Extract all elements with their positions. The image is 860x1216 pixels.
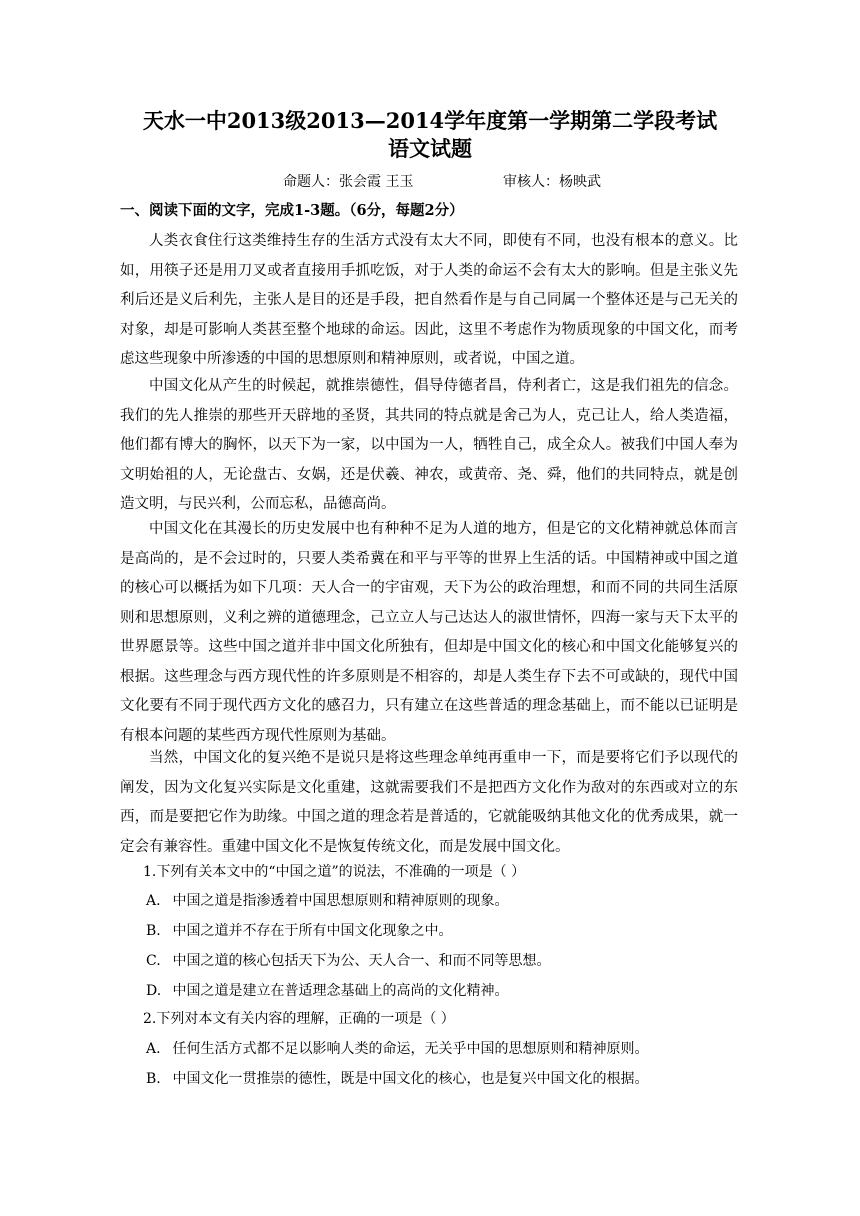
option-text: 中国之道的核心包括天下为公、天人合一、和而不同等思想。 [172,953,551,969]
option-letter: B. [146,923,161,939]
option-letter: A. [146,1041,161,1057]
option-text: 中国之道是建立在普适理念基础上的高尚的文化精神。 [172,983,509,999]
question-1-option-c [146,950,550,972]
reading-paragraph: 中国文化在其漫长的历史发展中也有种种不足为人道的地方，但是它的文化精神就总体而言是高尚的，是不会过时的，只要人类希冀在和平与平等的世界上生活的话。中国精神或中国之道的核心可以概括为如下几项：天人合一的宇宙观，天下为公的政治理想，和而不同的共同生活原则和思想原则，义利之辨的道德理念，己立立人与己达达人的淑世情怀，四海一家与天下太平的世界愿景等。这些中国之道并非中国文化所独有，但却是中国文化的核心和中国文化能够复兴的根据。这些理念与西方现代性的许多原则是不相容的，却是人类生存下去不可或缺的，现代中国文化要有不同于现代西方文化的感召力，只有建立在这些普适的理念基础上，而不能以已证明是有根本问题的某些西方现代性原则为基础。 [120,521,738,744]
option-text: 中国之道是指渗透着中国思想原则和精神原则的现象。 [172,893,509,909]
option-letter: A. [146,893,161,909]
reading-paragraph: 人类衣食住行这类维持生存的生活方式没有太大不同，即使有不同，也没有根本的意义。比如，用筷子还是用刀叉或者直接用手抓吃饭，对于人类的命运不会有太大的影响。但是主张义先利后还是义后利先，主张人是目的还是手段，把自然看作是与自己同属一个整体还是与己无关的对象，却是可影响人类甚至整个地球的命运。因此，这里不考虑作为物质现象的中国文化，而考虑这些现象中所渗透的中国的思想原则和精神原则，或者说，中国之道。 [120,233,738,367]
option-text: 任何生活方式都不足以影响人类的命运，无关乎中国的思想原则和精神原则。 [172,1041,649,1057]
exam-title: 天水一中2013级2013—2014学年度第一学期第二学段考试 [142,108,718,133]
reading-paragraph: 当然，中国文化的复兴绝不是说只是将这些理念单纯再重申一下，而是要将它们予以现代的阐发，因为文化复兴实际是文化重建，这就需要我们不是把西方文化作为敌对的东西或对立的东西，而是要把它作为助缘。中国之道的理念若是普适的，它就能吸纳其他文化的优秀成果，就一定会有兼容性。重建中国文化不是恢复传统文化，而是发展中国文化。 [120,750,738,855]
option-letter: D. [146,983,162,999]
question-1-option-b [146,920,452,942]
option-letter: C. [146,953,161,969]
section-heading: 一、阅读下面的文字，完成1-3题。（6分，每题2分） [120,202,464,219]
question-2-stem: 2.下列对本文有关内容的理解，正确的一项是（ ） [143,1011,455,1027]
question-1-option-d [146,980,508,1002]
option-text: 中国之道并不存在于所有中国文化现象之中。 [172,923,453,939]
option-letter: B. [146,1071,161,1087]
question-reviewer: 审核人：杨映武 [503,174,601,190]
question-setter: 命题人：张会霞 王玉 [283,174,414,190]
question-2-option-b [146,1068,648,1090]
question-2-option-a [146,1038,648,1060]
exam-subject-title: 语文试题 [388,136,472,161]
option-text: 中国文化一贯推崇的德性，既是中国文化的核心，也是复兴中国文化的根据。 [172,1071,649,1087]
reading-paragraph: 中国文化从产生的时候起，就推崇德性，倡导侍德者昌，侍利者亡，这是我们祖先的信念。我们的先人推崇的那些开天辟地的圣贤，其共同的特点就是舍己为人，克己让人，给人类造福，他们都有博大的胸怀，以天下为一家，以中国为一人，牺牲自己，成全众人。被我们中国人奉为文明始祖的人，无论盘古、女娲，还是伏羲、神农，或黄帝、尧、舜，他们的共同特点，就是创造文明，与民兴利，公而忘私，品德高尚。 [120,378,738,512]
question-1-option-a [146,890,508,912]
question-1-stem: 1.下列有关本文中的“中国之道”的说法，不准确的一项是（ ） [143,864,526,880]
